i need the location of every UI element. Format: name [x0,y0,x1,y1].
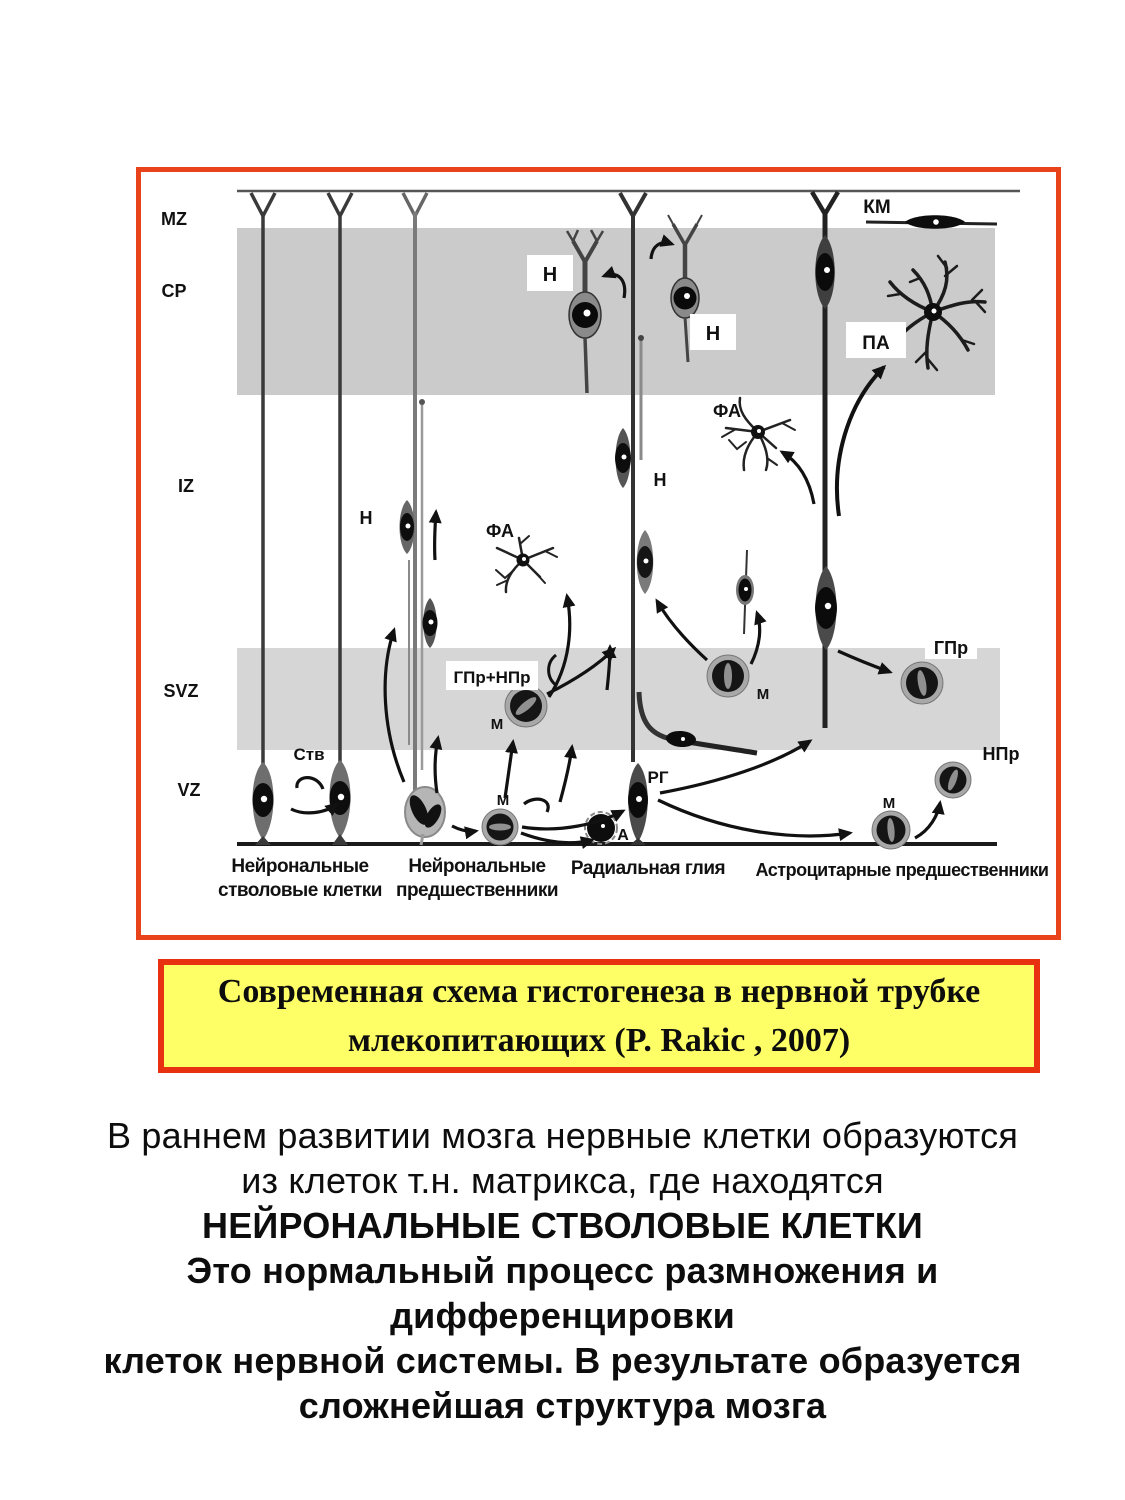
label-n-iz-right: Н [653,470,667,490]
body-line: В раннем развитии мозга нервные клетки образуются [106,1115,1019,1156]
caption-stem-line2: стволовые клетки [218,880,382,901]
caption-radial-glia: Радиальная глия [570,858,726,879]
caption-prog-line2: предшественники [395,880,559,901]
mitotic-cell-npr [935,762,971,798]
migrating-neuron-iz-right [615,428,631,488]
caption-stem-line1: Нейрональные [231,856,369,877]
radial-glia-soma [628,763,648,845]
label-fa-lower: ФА [486,521,514,541]
migrating-neuron-iz-left [400,500,415,554]
label-m2: М [756,686,770,703]
svz-zone-band [237,648,1000,750]
label-stv: Ств [293,745,325,764]
mitotic-cell-gpr [901,662,943,704]
label-km: КМ [863,197,891,218]
body-line: сложнейшая структура мозга [298,1385,827,1426]
neural-stem-cell-2 [330,760,351,845]
migrating-neuron-on-fiber3 [423,598,438,648]
title-box [158,959,1040,1073]
soma-fiber5-iz [815,566,837,650]
label-m3: М [496,792,510,809]
caption-astro: Астроцитарные предшественники [755,860,1049,880]
title-line-1: Современная схема гистогенеза в нервной трубке [217,972,981,1010]
label-npr: НПр [982,744,1020,764]
histogenesis-diagram [141,172,1056,935]
label-m1: М [490,716,504,733]
label-gpr-npr: ГПр+НПр [453,668,531,687]
figure-frame [136,167,1061,940]
gray-soma-on-fiber4 [637,530,654,594]
label-a: А [617,827,629,844]
label-n-iz-left: Н [359,508,373,528]
label-m4: М [882,795,896,812]
body-text [0,1113,1125,1428]
zone-label-cp: CP [161,281,187,301]
mitotic-cell-m4 [872,811,910,849]
body-line: клеток нервной системы. В результате образуется [103,1340,1022,1381]
body-line: из клеток т.н. матрикса, где находятся [241,1160,884,1201]
zone-label-svz: SVZ [163,681,199,701]
title-line-2: млекопитающих (P. Rakic , 2007) [347,1022,851,1059]
label-n-cp-right: Н [705,323,721,345]
mitotic-cell-m3 [482,809,518,845]
zone-label-vz: VZ [177,780,201,800]
body-line: НЕЙРОНАЛЬНЫЕ СТВОЛОВЫЕ КЛЕТКИ [202,1205,923,1246]
body-line: Это нормальный процесс размножения и [186,1250,939,1291]
fa-astrocyte-lower [496,536,557,592]
label-gpr: ГПр [933,638,969,658]
caption-prog-line1: Нейрональные [408,856,546,877]
label-fa-upper: ФА [713,401,741,421]
label-rg: РГ [647,768,669,787]
mitotic-cell-m2 [707,655,749,697]
neural-stem-cell-1 [253,762,274,845]
small-bipolar-neuron [736,550,754,634]
label-pa: ПА [862,333,890,354]
vz-progenitor-cell [405,787,445,845]
label-n-cp-left: Н [542,264,558,286]
zone-label-iz: IZ [178,476,194,496]
body-line: дифференцировки [390,1295,735,1336]
zone-label-mz: MZ [161,209,187,229]
mitotic-cell-gpr-npr [505,685,547,727]
